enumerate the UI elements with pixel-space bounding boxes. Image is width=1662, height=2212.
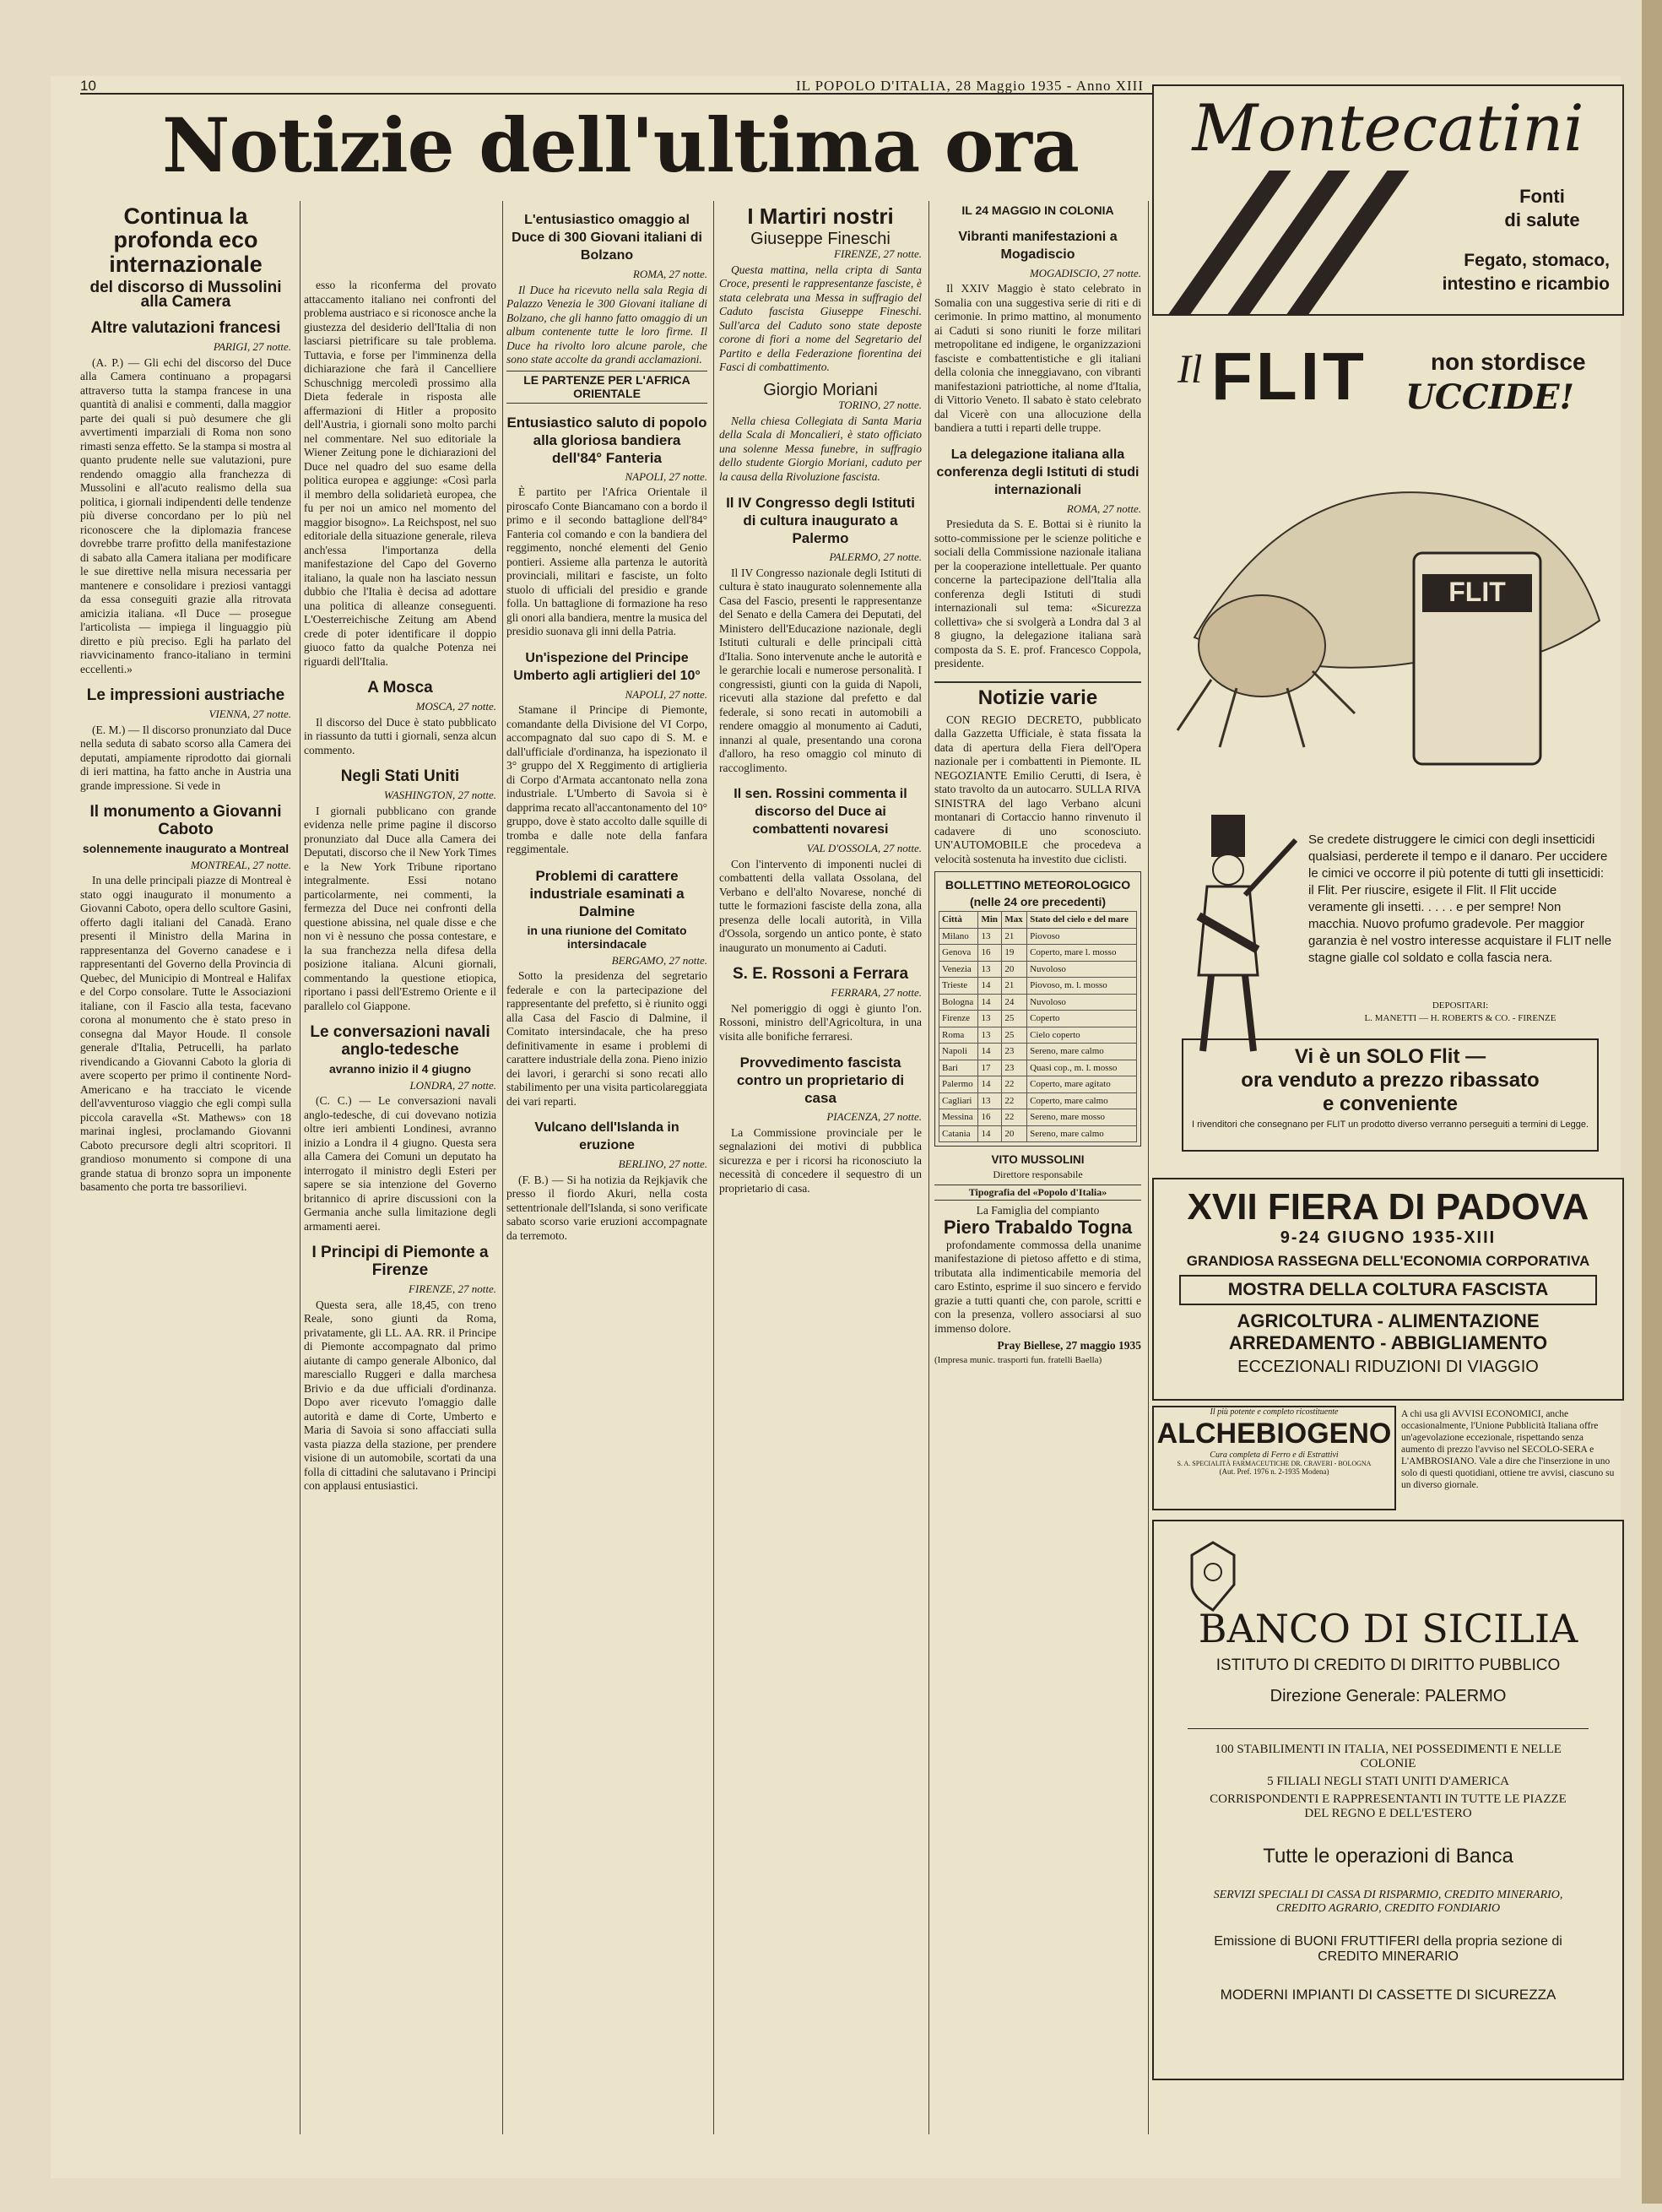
main-headline: Continua la profonda eco internazionale: [109, 203, 263, 277]
column-2: [304, 279, 496, 2212]
director-name: VITO MUSSOLINI: [991, 1153, 1085, 1166]
obituary-intro: La Famiglia del compianto: [976, 1203, 1100, 1217]
weather-cell: Sereno, mare calmo: [1027, 1125, 1137, 1142]
article-text: esso la riconferma del provato attaccamento italiano nei confronti del problema austriaco e si riconosce anche la giustezza del desiderio dell'Italia di non lasciarsi pietrificare su tale problema. Tuttavia, e forse per l'imminenza della dichiarazione che farà il Cancelliere Schuschnigg mercoledì prossimo alla Dieta federale in risposta alle affermazioni di Hitler a proposito dell'Austria, i giornali sono molto parchi nel commentare. Nel suo editoriale la Wiener Zeitung pone le dichiarazioni del Duce nel quadro del suo esame della politica europea e aggiunge: «Così parla il membro della solidarietà europea, che fu per noi un amico nel momento del maggior bisogno». La Reichspost, nel suo editoriale della situazione generale, rileva anch'essa l'importanza della manifestazione del Capo del Governo italiano, la quale non ha lasciato nessun dubbio che l'Italia è decisa ad adottare una politica di alleanze conseguenti. L'Oesterreichische Zeitung am Abend crede di poter identificare il doppio giuoco fatto da qualche Potenza nei riguardi dell'Italia.: [304, 279, 496, 668]
banco-direzione: Direzione Generale: PALERMO: [1270, 1687, 1507, 1705]
article-dateline: FIRENZE, 27 notte.: [409, 1282, 496, 1295]
article-title: Entusiastico saluto di popolo alla gloriosa bandiera dell'84° Fanteria: [506, 414, 707, 466]
alch-aut: (Aut. Pref. 1976 n. 2-1935 Modena): [1219, 1467, 1329, 1476]
weather-row: [939, 1076, 1137, 1093]
article-text: Con l'intervento di imponenti nuclei di combattenti della vallata Ossolana, del Verbano e dell'alto Novarese, nonché di tutte le formazioni fasciste della zona, alla presenza delle locali autorità, in Villa d'Ossola, sorgendo un antico ponte, è stato inaugurato un monumento ai Caduti.: [719, 857, 922, 954]
banco-cassette: MODERNI IMPIANTI DI CASSETTE DI SICUREZZA: [1220, 1987, 1556, 2003]
weather-row: [939, 1092, 1137, 1109]
article-dateline: NAPOLI, 27 notte.: [625, 687, 707, 701]
article-dateline: NAPOLI, 27 notte.: [625, 469, 707, 483]
article-text: Sotto la presidenza del segretario federale e con la partecipazione del rappresentante del prefetto, si è riunito oggi alla Casa del Fascio di Dalmine, il Comitato intersindacale, che ha preso definitivamente in esame i problemi di carattere industriale della zona. Pieno inizio dei lavori, i gerarchi si sono recati allo stabilimento per una visita particolareggiata dei vari reparti.: [506, 969, 707, 1108]
article-dateline: PALERMO, 27 notte.: [829, 550, 922, 563]
weather-header-cell: Min: [978, 912, 1002, 929]
ad-banco-sicilia: [1152, 1520, 1624, 2080]
weather-cell: 16: [978, 945, 1002, 962]
article-title: Le conversazioni navali anglo-tedesche: [310, 1023, 490, 1059]
weather-cell: Cagliari: [939, 1092, 978, 1109]
banco-name: BANCO DI SICILIA: [1198, 1606, 1578, 1651]
weather-row: [939, 994, 1137, 1011]
weather-row: [939, 1027, 1137, 1044]
flit-price-box: [1182, 1038, 1599, 1152]
article-text: (E. M.) — Il discorso pronunziato dal Duce nella seduta di sabato scorso alla Camera dei deputati, ampiamente riprodotto dai giornali di ieri mattina, ha fatto anche in Austria una grande impressione. Si vede in: [80, 723, 291, 792]
weather-title: BOLLETTINO METEOROLOGICO: [945, 878, 1131, 892]
weather-row: [939, 1109, 1137, 1126]
flit-body: Se credete distruggere le cimici con degli insetticidi qualsiasi, perderete il tempo e il danaro. Per uccidere le cimici ve occorre il più potente di tutti gli insetticidi: il Flit. Per riuscire, esigete il Flit. Il Flit uccide veramente gli insetti. . . . . e per sempre! Non macchia. Nuovo profumo gradevole. Per maggior garanzia è nel vostro interesse acquistare il FLIT nelle stagne gialle col soldato e colla fascia nera.: [1308, 832, 1612, 965]
weather-cell: Genova: [939, 945, 978, 962]
article-title: A Mosca: [367, 679, 433, 697]
article-title: Vulcano dell'Islanda in eruzione: [534, 1120, 679, 1152]
article-dateline: BERGAMO, 27 notte.: [611, 953, 707, 967]
weather-cell: Milano: [939, 928, 978, 945]
article-dateline: PIACENZA, 27 notte.: [826, 1110, 922, 1123]
martyr-name: Giuseppe Fineschi: [750, 229, 891, 248]
banco-servizi: SERVIZI SPECIALI DI CASSA DI RISPARMIO, CREDITO MINERARIO, CREDITO AGRARIO, CREDITO FONDIARIO: [1213, 1889, 1563, 1915]
column-3: [506, 201, 707, 2134]
padova-dates: 9-24 GIUGNO 1935-XIII: [1280, 1228, 1497, 1247]
weather-cell: 13: [978, 1011, 1002, 1027]
weather-cell: 14: [978, 1125, 1002, 1142]
weather-row: [939, 1044, 1137, 1060]
martyr-name: Giorgio Moriani: [763, 380, 878, 399]
obituary-text: profondamente commossa della unanime manifestazione di pietoso affetto e di stima, tributata alla indimenticabile memoria del caro Estinto, esprime il suo sincero e fervido grazie a tutti quanti che, con parole, scritti e con la presenza, vollero associarsi al suo immenso dolore.: [934, 1238, 1141, 1335]
weather-cell: Coperto, mare agitato: [1027, 1076, 1137, 1093]
article-dateline: ROMA, 27 notte.: [1066, 501, 1141, 515]
alch-top: Il più potente e completo ricostituente: [1210, 1407, 1339, 1417]
flit-logo: FLIT: [1211, 339, 1367, 414]
weather-cell: 13: [978, 961, 1002, 978]
padova-line2: ARREDAMENTO - ABBIGLIAMENTO: [1228, 1332, 1548, 1353]
article-dateline: FERRARA, 27 notte.: [831, 986, 922, 999]
ad-montecatini: [1152, 84, 1624, 316]
obituary-place: Pray Biellese, 27 maggio 1935: [997, 1339, 1141, 1352]
article-text: CON REGIO DECRETO, pubblicato dalla Gazzetta Ufficiale, è stata fissata la data di apertura della Fiera dell'Opera nazionale per i combattenti in Piemonte. IL NEGOZIANTE Emilio Cerutti, di Isera, è stato travolto da un autocarro. SULLA RIVA SINISTRA del lago Verbano alcuni montanari di Cortaccio hanno rinvenuto il cadavere di uno sconosciuto. UN'AUTOMOBILE che procedeva a velocità sostenuta ha investito due ciclisti.: [934, 713, 1141, 865]
article-text: Il discorso del Duce è stato pubblicato in riassunto da tutti i giornali, senza alcun commento.: [304, 715, 496, 756]
flit-box-line1: Vi è un SOLO Flit —: [1294, 1045, 1486, 1068]
article-dateline: ROMA, 27 notte.: [632, 268, 707, 280]
article-title: Un'ispezione del Principe Umberto agli artiglieri del 10°: [513, 650, 701, 683]
weather-cell: 23: [1002, 1060, 1027, 1076]
ad-fiera-padova: [1152, 1178, 1624, 1401]
flit-box-line2: ora venduto a prezzo ribassato: [1241, 1069, 1540, 1092]
article-title: Il monumento a Giovanni Caboto: [89, 803, 282, 839]
weather-cell: Messina: [939, 1109, 978, 1126]
alch-sub: Cura completa di Ferro e di Estrattivi: [1210, 1450, 1339, 1460]
article-dateline: LONDRA, 27 notte.: [409, 1078, 496, 1092]
flit-can-label: FLIT: [1448, 577, 1506, 607]
article-dateline: MOGADISCIO, 27 notte.: [1029, 266, 1141, 279]
flit-depositari: DEPOSITARI:: [1432, 1000, 1489, 1011]
flit-tag2: UCCIDE!: [1405, 377, 1574, 417]
article-title: Vibranti manifestazioni a Mogadiscio: [958, 229, 1118, 262]
article-text: Il Duce ha ricevuto nella sala Regia di Palazzo Venezia le 300 Giovani italiane di Bolzano, che gli hanno fatto omaggio di un album contenente tutte le loro firme. Il Duce ha rivolto loro alcune parole, che sono state accolte da grandi acclamazioni.: [506, 283, 707, 366]
column-5: [934, 201, 1141, 2134]
weather-cell: Piovoso: [1027, 928, 1137, 945]
padova-line1: AGRICOLTURA - ALIMENTAZIONE: [1237, 1310, 1540, 1331]
article-dateline: BERLINO, 27 notte.: [618, 1158, 707, 1170]
obituary-footer: (Impresa munic. trasporti fun. fratelli Baella): [934, 1354, 1102, 1365]
weather-cell: Sereno, mare calmo: [1027, 1044, 1137, 1060]
weather-cell: Bari: [939, 1060, 978, 1076]
running-head: IL POPOLO D'ITALIA, 28 Maggio 1935 - Anno XIII: [795, 78, 1144, 94]
article-text: (F. B.) — Si ha notizia da Rejkjavik che presso il fiordo Akuri, nella costa settentrionale dell'Islanda, si sono verificate sabato scorso varie eruzioni accompagnate da terremoto.: [506, 1173, 707, 1242]
flit-box-line3: e conveniente: [1322, 1092, 1459, 1115]
weather-cell: Bologna: [939, 994, 978, 1011]
weather-cell: 21: [1002, 928, 1027, 945]
running-head-bar: [80, 78, 1161, 95]
article-text: Questa sera, alle 18,45, con treno Reale, sono giunti da Roma, privatamente, gli LL. AA. RR. il Principe di Piemonte accompagnato dal primo aiutante di campo generale Albonico, dal maresciallo Ruggeri e dalla marchesa Brivio e da due ufficiali d'ordinanza. Dopo aver ricevuto l'omaggio dalle autorità e dame di Corte, Umberto e Maria di Savoia si sono affacciati sulla vasta piazza della stazione, per prendere visione di un automobile, scortati da una folla di cittadini che salutavano i Principi con applausi entusiastici.: [304, 1298, 496, 1492]
flit-il: Il: [1177, 347, 1203, 392]
soldier-illustration: [1161, 806, 1304, 1060]
weather-cell: Sereno, mare mosso: [1027, 1109, 1137, 1126]
article-dateline: VAL D'OSSOLA, 27 notte.: [806, 842, 922, 854]
weather-subtitle: (nelle 24 ore precedenti): [969, 894, 1107, 908]
weather-cell: 24: [1002, 994, 1027, 1011]
printer-line: Tipografia del «Popolo d'Italia»: [934, 1185, 1141, 1201]
banco-line2: 5 FILIALI NEGLI STATI UNITI D'AMERICA: [1267, 1775, 1509, 1788]
alch-sub2: S. A. SPECIALITÀ FARMACEUTICHE DR. CRAVERI - BOLOGNA: [1177, 1460, 1372, 1467]
weather-row: [939, 1060, 1137, 1076]
weather-cell: 21: [1002, 978, 1027, 995]
ad-flit: [1152, 333, 1621, 1157]
weather-cell: 19: [1002, 945, 1027, 962]
article-dateline: VIENNA, 27 notte.: [208, 708, 291, 721]
weather-cell: 20: [1002, 1125, 1027, 1142]
column-rule: [1148, 201, 1149, 2134]
article-title: Il IV Congresso degli Istituti di cultura inaugurato a Palermo: [726, 495, 915, 546]
flit-tag1: non stordisce: [1431, 349, 1586, 375]
weather-header-cell: Stato del cielo e del mare: [1027, 912, 1137, 929]
banco-line1: 100 STABILIMENTI IN ITALIA, NEI POSSEDIMENTI E NELLE COLONIE: [1215, 1743, 1562, 1770]
article-text: Nel pomeriggio di oggi è giunto l'on. Rossoni, ministro dell'Agricoltura, in una visita alle bonifiche ferraresi.: [719, 1001, 922, 1043]
weather-cell: Venezia: [939, 961, 978, 978]
padova-title: XVII FIERA DI PADOVA: [1187, 1186, 1589, 1228]
weather-cell: 14: [978, 1076, 1002, 1093]
weather-cell: 17: [978, 1060, 1002, 1076]
article-text: (C. C.) — Le conversazioni navali anglo-tedesche, di cui dovevano notizia oltre ieri ambienti Londinesi, avranno inizio a Londra il 4 giugno. Questa sera alla Camera dei Comuni un deputato ha interrogato il ministro degli Esteri per sapere se sia intenzione del Governo britannico di aprire discussioni con la Germania anche sulla limitazione degli armamenti aerei.: [304, 1094, 496, 1233]
alch-logo: ALCHEBIOGENO: [1156, 1418, 1392, 1450]
article-title: I Martiri nostri: [747, 203, 894, 229]
article-title: Notizie varie: [934, 681, 1141, 710]
weather-row: [939, 961, 1137, 978]
article-title: Le impressioni austriache: [86, 686, 285, 705]
weather-cell: Catania: [939, 1125, 978, 1142]
column-rule: [928, 201, 929, 2134]
weather-row: [939, 945, 1137, 962]
weather-cell: Roma: [939, 1027, 978, 1044]
weather-row: [939, 978, 1137, 995]
weather-cell: Firenze: [939, 1011, 978, 1027]
binding-edge: [1642, 0, 1662, 2204]
column-4: [719, 201, 922, 2134]
article-title: Il sen. Rossini commenta il discorso del Duce ai combattenti novaresi: [734, 787, 907, 837]
weather-cell: 25: [1002, 1011, 1027, 1027]
weather-cell: Piovoso, m. l. mosso: [1027, 978, 1137, 995]
article-subtitle: in una riunione del Comitato intersindacale: [527, 923, 687, 951]
ad-alchebiogeno: [1152, 1406, 1396, 1510]
article-text: Stamane il Principe di Piemonte, comandante della Divisione del VI Corpo, accompagnato dal suo capo di S. M. e dall'ufficiale d'ordinanza, ha ispezionato il 3° gruppo del X Reggimento di artiglieria di Corpo d'Armata accantonato nella zona industriale. L'Umberto di Savoia si è dapprima recato all'accantonamento del 10° gruppo, dove è stato accolto dalle squille di tromba e dalle note della fanfara reggimentale.: [506, 703, 707, 855]
padova-subtitle: GRANDIOSA RASSEGNA DELL'ECONOMIA CORPORATIVA: [1186, 1253, 1590, 1269]
weather-cell: 25: [1002, 1027, 1027, 1044]
banco-operations: Tutte le operazioni di Banca: [1263, 1845, 1513, 1868]
masthead: Notizie dell'ultima ora: [162, 101, 1079, 189]
montecatini-logo: Montecatini: [1192, 90, 1584, 165]
article-dateline: FIRENZE, 27 notte.: [834, 247, 922, 260]
weather-cell: 16: [978, 1109, 1002, 1126]
article-text: La Commissione provinciale per le segnalazioni dei motivi di pubblica sicurezza e per i ricorsi ha riconosciuto la necessità di concedere il sequestro di un proprietario di casa.: [719, 1125, 922, 1195]
article-dateline: PARIGI, 27 notte.: [213, 340, 291, 354]
article-subtitle: solennemente inaugurato a Montreal: [82, 842, 290, 856]
director-role: Direttore responsabile: [993, 1168, 1083, 1180]
weather-cell: Trieste: [939, 978, 978, 995]
weather-cell: 22: [1002, 1092, 1027, 1109]
weather-table: [939, 911, 1137, 1142]
article-subtitle: avranno inizio il 4 giugno: [328, 1062, 471, 1076]
weather-cell: 23: [1002, 1044, 1027, 1060]
column-rule: [713, 201, 714, 2134]
banco-subtitle: ISTITUTO DI CREDITO DI DIRITTO PUBBLICO: [1215, 1656, 1561, 1674]
weather-cell: 14: [978, 978, 1002, 995]
padova-line3: ECCEZIONALI RIDUZIONI DI VIAGGIO: [1237, 1358, 1539, 1376]
article-text: Il IV Congresso nazionale degli Istituti di cultura è stato inaugurato solennemente alla Casa del Fascio, presenti le rappresentanze del Senato e della Camera dei Deputati, del Ministero dell'Educazione nazionale, degli Istituti culturali e delle principali città d'Italia. Sono intervenute anche le autorità e le gerarchie locali e numerose personalità. I congressisti, giunti con la guida di Napoli, ricevuti alla stazione dal prefetto e dal federale, si sono recati in automobili a rendere omaggio al monumento ai Caduti, innanzi al quale, presentando una corona d'alloro, ha reso omaggio col minuto di raccoglimento.: [719, 566, 922, 774]
padova-box: MOSTRA DELLA COLTURA FASCISTA: [1179, 1275, 1597, 1305]
article-text: Questa mattina, nella cripta di Santa Croce, presenti le rappresentanze fasciste, è stata celebrata una Messa in suffragio del Caduto fascista Giuseppe Fineschi. Sull'arca del Caduto sono state deposte corone di fiori a nome del Segretario del Partito e della Federazione fiorentina dei Fasci di combattimento.: [719, 263, 922, 373]
article-title: S. E. Rossoni a Ferrara: [732, 965, 909, 983]
section-label: LE PARTENZE PER L'AFRICA ORIENTALE: [506, 371, 707, 404]
flit-illustration: [1161, 426, 1616, 832]
article-title: Negli Stati Uniti: [340, 767, 460, 785]
weather-cell: Palermo: [939, 1076, 978, 1093]
article-text: Presieduta da S. E. Bottai si è riunito la sotto-commissione per le scienze politiche e sociali della Commissione nazionale italiana per la cooperazione intellettuale. Per quanto concerne la partecipazione dell'Italia alla conferenza degli Istituti di studi internazionali sul tema: «Sicurezza collettiva» che si svolgerà a Londra dal 3 al 8 giugno, la delegazione italiana sarà composta da S. E. prof. Francesco Coppola, presidente.: [934, 518, 1141, 670]
article-dateline: MOSCA, 27 notte.: [415, 700, 496, 713]
montecatini-line1: Fegato, stomaco,: [1464, 251, 1610, 270]
weather-cell: Nuvoloso: [1027, 994, 1137, 1011]
weather-cell: 22: [1002, 1076, 1027, 1093]
main-subhead: del discorso di Mussolini alla Camera: [89, 279, 282, 311]
flit-depositari-names: L. MANETTI — H. ROBERTS & CO. - FIRENZE: [1364, 1013, 1556, 1023]
banco-line3: CORRISPONDENTI E RAPPRESENTANTI IN TUTTE LE PIAZZE DEL REGNO E DELL'ESTERO: [1210, 1792, 1567, 1820]
weather-row: [939, 1011, 1137, 1027]
article-text: I giornali pubblicano con grande evidenza nelle prime pagine il discorso pronunziato dal Duce alla Camera dei Deputati, discorso che il New York Times e la New York Tribune riportano integralmente. Essi notano particolarmente, nei commenti, la fermezza del Duce nei confronti della questione abissina, nel quale disse e che non vi è nessuno che possa contestare, e la sua franchezza nella difesa della posizione italiana. Alcuni giornali, commentando la questione etiopica, riportano i passi dell'Estremo Oriente e il parallelo col Giappone.: [304, 804, 496, 1012]
article-title: L'entusiastico omaggio al Duce di 300 Giovani italiani di Bolzano: [512, 213, 702, 263]
article-text: Il XXIV Maggio è stato celebrato in Somalia con una suggestiva serie di riti e di cerimonie. In primo mattino, al monumento ai Caduti si sono riuniti le forze militari metropolitane ed indigene, le organizzazioni fasciste e combattentistiche e gli italiani della colonia che inneggiavano, con vibranti manifestazioni patriottiche, al nome d'Italia, di Vittorio Veneto. Il sabato è stato celebrato dal Vicerè con una allocuzione della bandiera a tutti i reparti delle truppe.: [934, 282, 1141, 434]
weather-cell: 14: [978, 994, 1002, 1011]
article-title: Problemi di carattere industriale esaminati a Dalmine: [529, 867, 685, 919]
article-dateline: WASHINGTON, 27 notte.: [383, 789, 496, 801]
article-text: In una delle principali piazze di Montreal è stato oggi inaugurato il monumento a Giovanni Caboto, opera dello scultore Gasini, offerto dagli italiani del Canadà. Erano presenti il Ministro della Marina in rappresentanza del Governo canadese e i rappresentanti del Governo della Provincia di Quebec, del Municipio di Montreal e Halifax e del Corpo consolare. Tutte le Associazioni italiane, con il Fascio alla testa, facevano corona al monumento che è stato preso in consegna dal Mayor Houde. Il console generale d'Italia, Petrucelli, ha parlato rivendicando a Giovanni Caboto la gloria di avere scoperto per primo il continente Nord-Americano e ha tracciato le vicende dell'avventuroso viaggio che egli compì sulla piccola caravella «St. Mathews» con 18 marinai inglesi, proclamando Giovanni Caboto precursore degli altri scopritori. Il grandioso monumento si compone di una grande statua di bronzo sopra un imponente basamento che porta tre bassorilievi.: [80, 874, 291, 1194]
weather-cell: 14: [978, 1044, 1002, 1060]
weather-cell: Coperto, mare l. mosso: [1027, 945, 1137, 962]
article-title: La delegazione italiana alla conferenza degli Istituti di studi internazionali: [936, 447, 1140, 497]
article-dateline: TORINO, 27 notte.: [838, 398, 922, 411]
weather-row: [939, 928, 1137, 945]
montecatini-sub2: di salute: [1504, 209, 1580, 230]
article-text: (A. P.) — Gli echi del discorso del Duce alla Camera continuano a propagarsi attraverso tutta la stampa francese in una quantità di analisi e commenti, dalla maggior parte dei quali si può desumere che gli avvertimenti imparziali di Roma non sono rimasti senza effetto. Se la stampa si mostra al quanto prudente nelle sue valutazioni, pure rendendo omaggio alla franchezza di Mussolini e all'acuto realismo della sua politica, i giornali indipendenti delle tendenze più diverse concordano per lo più nel riconoscere che la diplomazia francese dovrebbe trarre profitto della manifestazione di sabato alla Camera italiana per modificare le sue direttive nella misura necessaria per mantenere e consolidare i preziosi vantaggi da essa conseguiti grazie alla ritrovata amicizia italiana. «Il Duce — prosegue l'articolista — impiega il linguaggio più diretto e più preciso. Egli ha parlato del riavvicinamento franco-italiano in termini eccellenti.»: [80, 355, 291, 675]
weather-header-cell: Città: [939, 912, 978, 929]
weather-bulletin: [934, 871, 1141, 1147]
article-title: Provvedimento fascista contro un proprietario di casa: [736, 1054, 905, 1106]
weather-cell: Quasi cop., m. l. mosso: [1027, 1060, 1137, 1076]
weather-cell: Cielo coperto: [1027, 1027, 1137, 1044]
weather-cell: Coperto, mare calmo: [1027, 1092, 1137, 1109]
weather-cell: Napoli: [939, 1044, 978, 1060]
ad-avvisi-economici: A chi usa gli AVVISI ECONOMICI, anche occasionalmente, l'Unione Pubblicità Italiana offre un'agevolazione eccezionale, rispettando senza aumento di prezzo l'avviso nel SECOLO-SERA e L'AMBROSIANO. Vale a dire che l'inserzione in uno solo di questi quotidiani, ottiene tre avvisi, ciascuno su un diverso giornale.: [1401, 1409, 1615, 1490]
article-dateline: MONTREAL, 27 notte.: [190, 858, 291, 871]
flit-box-line4: I rivenditori che consegnano per FLIT un prodotto diverso verranno perseguiti a termini di Legge.: [1192, 1120, 1589, 1130]
weather-cell: Coperto: [1027, 1011, 1137, 1027]
banco-buoni: Emissione di BUONI FRUTTIFERI della propria sezione di CREDITO MINERARIO: [1214, 1934, 1562, 1964]
article-title: I Principi di Piemonte a Firenze: [311, 1244, 489, 1279]
montecatini-sub1: Fonti: [1519, 186, 1565, 207]
weather-header-cell: Max: [1002, 912, 1027, 929]
section-label: IL 24 MAGGIO IN COLONIA: [961, 203, 1114, 217]
weather-row: [939, 1125, 1137, 1142]
weather-cell: 20: [1002, 961, 1027, 978]
article-text: È partito per l'Africa Orientale il piroscafo Conte Biancamano con a bordo il primo e il secondo battaglione dell'84° Fanteria col comando e con la bandiera del reggimento, nonché elementi del Genio pontieri. Assieme alla partenza le autorità provinciali, militari e fasciste, un folto stuolo di ufficiali del presidio e grande folla. Un battaglione di formazione ha reso gli onori alla bandiera, mentre la musica del presidio suonava gli inni della Patria.: [506, 485, 707, 637]
weather-cell: 22: [1002, 1109, 1027, 1126]
article-title: Altre valutazioni francesi: [90, 319, 281, 338]
article-text: Nella chiesa Collegiata di Santa Maria della Scala di Moncalieri, è stato officiato una solenne Messa funebre, in suffragio dello studente Giorgio Moriani, caduto per la causa della Rivoluzione fascista.: [719, 414, 922, 483]
page-number: 10: [80, 78, 96, 94]
weather-cell: 13: [978, 1027, 1002, 1044]
montecatini-line2: intestino e ricambio: [1442, 274, 1610, 294]
column-1: [80, 201, 291, 2134]
weather-cell: 13: [978, 928, 1002, 945]
weather-cell: Nuvoloso: [1027, 961, 1137, 978]
column-rule: [502, 201, 503, 2134]
crest-icon: [1183, 1538, 1242, 1614]
obituary-name: Piero Trabaldo Togna: [943, 1217, 1133, 1238]
weather-cell: 13: [978, 1092, 1002, 1109]
